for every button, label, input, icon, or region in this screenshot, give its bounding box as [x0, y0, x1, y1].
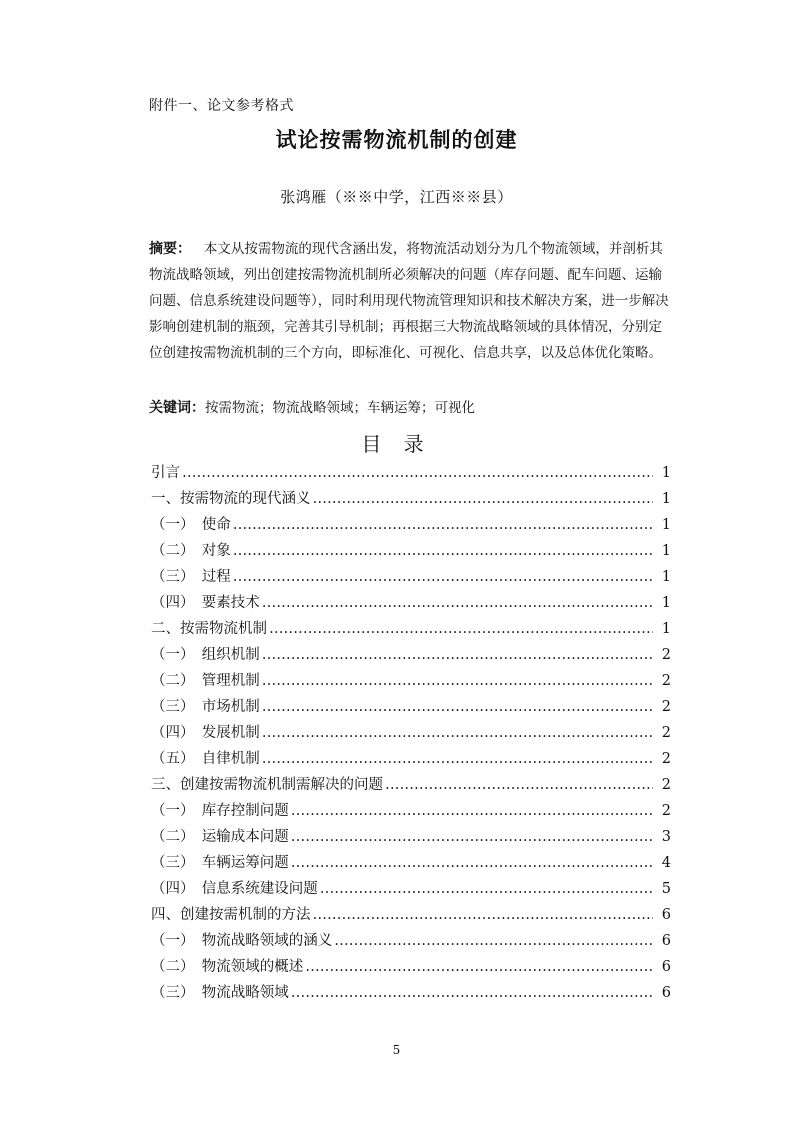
toc-entry-text: （三） 物流战略领域 — [151, 985, 289, 1001]
abstract-text: 本文从按需物流的现代含涵出发，将物流活动划分为几个物流领域，并剖析其物流战略领域，列出创建按需物流机制所必须解决的问题（库存问题、配车问题、运输问题、信息系统建设问题等），同时利用现代物流管理知识和技术解决方案，进一步解决影响创建机制的瓶颈，完善其引导机制；再根据三大物流战略领域的具体情况，分别定位创建按需物流机制的三个方向，即标准化、可视化、信息共享，以及总体优化策略。 — [149, 241, 669, 361]
toc-entry-text: （四） 发展机制 — [151, 725, 260, 741]
toc-entry-text: （三） 市场机制 — [151, 699, 260, 715]
toc-entry — [151, 928, 671, 954]
toc-entry-page: 2 — [661, 777, 671, 793]
toc-entry-text: （三） 车辆运筹问题 — [151, 855, 289, 871]
toc-entry — [151, 720, 671, 746]
toc-entry — [151, 642, 671, 668]
toc-entry-text: 引言 — [151, 465, 180, 481]
toc-dot-leader — [313, 486, 654, 512]
toc-entry — [151, 668, 671, 694]
toc-entry-page: 2 — [661, 725, 671, 741]
keywords-label: 关键词： — [149, 400, 205, 416]
toc-entry-page: 2 — [661, 699, 671, 715]
toc-dot-leader — [291, 980, 653, 1006]
toc-dot-leader — [269, 616, 653, 642]
toc-entry-page: 2 — [661, 751, 671, 767]
toc-entry — [151, 486, 671, 512]
toc-entry-text: 三、创建按需物流机制需解决的问题 — [151, 777, 383, 793]
author-line: 张鸿雁（※※中学，江西※※县） — [280, 188, 513, 206]
toc-title: 目 录 — [361, 432, 432, 456]
toc-entry-text: 二、按需物流机制 — [151, 621, 267, 637]
toc-entry — [151, 850, 671, 876]
abstract-label: 摘要： — [149, 241, 191, 257]
toc-dot-leader — [262, 746, 653, 772]
toc-dot-leader — [291, 798, 653, 824]
toc-entry-text: （二） 管理机制 — [151, 673, 260, 689]
toc-dot-leader — [385, 772, 653, 798]
toc-entry-page: 2 — [661, 647, 671, 663]
toc-entry-page: 1 — [661, 621, 671, 637]
toc-dot-leader — [182, 460, 653, 486]
toc-entry-page: 1 — [661, 517, 671, 533]
keywords — [149, 396, 475, 417]
toc-entry — [151, 564, 671, 590]
toc-entry-text: （四） 信息系统建设问题 — [151, 881, 318, 897]
toc-dot-leader — [233, 538, 653, 564]
toc-entry — [151, 772, 671, 798]
toc-dot-leader — [262, 590, 653, 616]
toc-entry — [151, 980, 671, 1006]
attachment-title: 附件一、论文参考格式 — [149, 98, 294, 114]
toc-entry-text: （二） 物流领域的概述 — [151, 959, 304, 975]
toc-entry-text: （五） 自律机制 — [151, 751, 260, 767]
toc-entry — [151, 954, 671, 980]
toc-entry — [151, 694, 671, 720]
toc-entry-text: （一） 库存控制问题 — [151, 803, 289, 819]
toc-entry-text: 四、创建按需机制的方法 — [151, 907, 311, 923]
toc-dot-leader — [262, 720, 653, 746]
toc-entry-page: 6 — [661, 985, 671, 1001]
toc-entry-page: 4 — [661, 855, 671, 871]
toc-entry — [151, 512, 671, 538]
toc-entry-text: （二） 运输成本问题 — [151, 829, 289, 845]
toc-entry-text: （二） 对象 — [151, 543, 231, 559]
toc-entry-page: 1 — [661, 543, 671, 559]
toc-dot-leader — [262, 694, 653, 720]
toc-entry-text: （四） 要素技术 — [151, 595, 260, 611]
toc-entry-text: （一） 使命 — [151, 517, 231, 533]
toc-entry-page: 1 — [661, 465, 671, 481]
toc-entry-page: 1 — [661, 491, 671, 507]
abstract — [149, 236, 673, 366]
toc-entry-page: 3 — [661, 829, 671, 845]
toc-entry — [151, 824, 671, 850]
toc-dot-leader — [305, 954, 653, 980]
toc-entry — [151, 746, 671, 772]
page-number: 5 — [392, 1043, 401, 1057]
toc-entry-page: 6 — [661, 907, 671, 923]
toc-entry-page: 2 — [661, 673, 671, 689]
keywords-text: 按需物流；物流战略领域；车辆运筹；可视化 — [205, 400, 475, 416]
toc-entry-text: （一） 组织机制 — [151, 647, 260, 663]
toc-entry-page: 1 — [661, 569, 671, 585]
toc-entry — [151, 538, 671, 564]
toc-dot-leader — [262, 642, 653, 668]
toc-entry-text: 一、按需物流的现代涵义 — [151, 491, 311, 507]
toc-entry — [151, 590, 671, 616]
toc-dot-leader — [233, 564, 653, 590]
toc-entry — [151, 616, 671, 642]
toc-dot-leader — [291, 850, 653, 876]
toc-entry — [151, 902, 671, 928]
toc-entry — [151, 798, 671, 824]
toc-entry-page: 2 — [661, 803, 671, 819]
toc-dot-leader — [262, 668, 653, 694]
table-of-contents — [151, 460, 671, 1006]
toc-dot-leader — [291, 824, 653, 850]
toc-entry — [151, 460, 671, 486]
toc-entry — [151, 876, 671, 902]
toc-entry-page: 5 — [661, 881, 671, 897]
toc-dot-leader — [334, 928, 653, 954]
paper-title: 试论按需物流机制的创建 — [275, 128, 518, 152]
toc-entry-page: 6 — [661, 933, 671, 949]
toc-dot-leader — [313, 902, 654, 928]
toc-dot-leader — [233, 512, 653, 538]
toc-entry-page: 1 — [661, 595, 671, 611]
toc-entry-page: 6 — [661, 959, 671, 975]
toc-entry-text: （一） 物流战略领域的涵义 — [151, 933, 333, 949]
toc-entry-text: （三） 过程 — [151, 569, 231, 585]
toc-dot-leader — [320, 876, 653, 902]
